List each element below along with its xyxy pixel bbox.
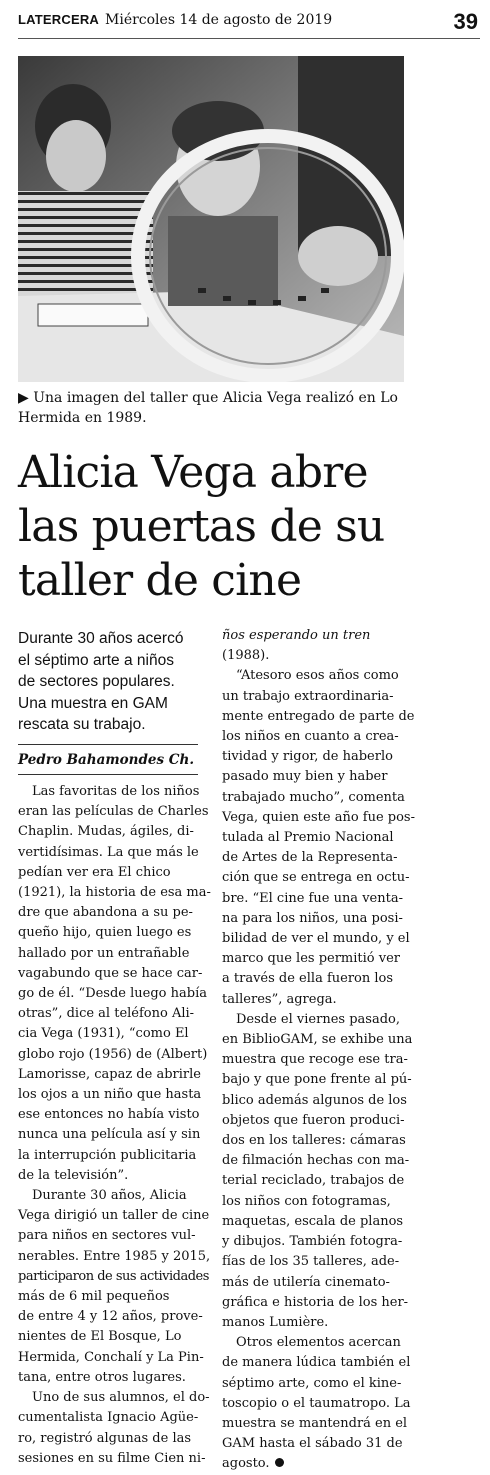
body-line: participaron de sus actividades: [18, 1268, 209, 1284]
body-line: más de utilería cinemato-: [222, 1274, 390, 1290]
article-photo: [18, 56, 404, 382]
body-line: queño hijo, quien luego es: [18, 925, 192, 941]
body-line: muestra que recoge ese tra-: [222, 1052, 408, 1068]
body-line: globo rojo (1956) de (Albert): [18, 1046, 208, 1062]
body-line: cia Vega (1931), “como El: [18, 1026, 189, 1042]
body-line: a través de ella fueron los: [222, 971, 394, 987]
photo-caption: [18, 388, 478, 428]
body-line: muestra se mantendrá en el: [222, 1415, 408, 1431]
body-line: trabajado mucho”, comenta: [222, 789, 405, 805]
deck-line: el séptimo arte a niños: [18, 651, 174, 669]
body-line: Lamorisse, capaz de abrirle: [18, 1066, 201, 1082]
body-line: ro, registró algunas de las: [18, 1430, 192, 1446]
issue-date: Miércoles 14 de agosto de 2019: [105, 12, 333, 28]
header-rule: [18, 38, 480, 39]
body-line: Otros elementos acercan: [236, 1335, 401, 1351]
body-line: Hermida, Conchalí y La Pin-: [18, 1349, 204, 1365]
body-line: ese entonces no había visto: [18, 1107, 200, 1123]
body-line: talleres”, agrega.: [222, 991, 337, 1007]
deck-line: Durante 30 años acercó: [18, 630, 184, 647]
body-line: Desde el viernes pasado,: [236, 1011, 400, 1027]
body-line: “Atesoro esos años como: [236, 668, 399, 684]
body-line: (1921), la historia de esa ma-: [18, 885, 211, 901]
caption-line: ▶ Una imagen del taller que Alicia Vega realizó en Lo: [18, 390, 398, 406]
deck-line: de sectores populares.: [18, 673, 175, 690]
body-line: eran las películas de Charles: [18, 804, 209, 820]
body-line: y dibujos. También fotogra-: [222, 1234, 403, 1250]
body-line: na para los niños, una posi-: [222, 910, 403, 926]
body-line: ción que se entrega en octu-: [222, 870, 410, 886]
body-line: ños esperando un tren: [222, 628, 371, 643]
body-line: cumentalista Ignacio Agüe-: [18, 1410, 199, 1426]
body-line: nientes de El Bosque, Lo: [18, 1329, 182, 1345]
byline-rule-top: [18, 744, 198, 745]
body-line: la interrupción publicitaria: [18, 1147, 197, 1163]
body-line: gráfica e historia de los her-: [222, 1294, 409, 1310]
body-line: de filmación hechas con ma-: [222, 1153, 410, 1169]
body-line: nunca una película así y sin: [18, 1127, 201, 1143]
headline-line: Alicia Vega abre: [18, 447, 368, 498]
body-line: bre. “El cine fue una venta-: [222, 890, 403, 906]
body-line: vertidísimas. La que más le: [18, 844, 199, 860]
body-line: un trabajo extraordinaria-: [222, 688, 394, 704]
body-line: más de 6 mil pequeños: [18, 1289, 170, 1305]
body-line: (1988).: [222, 648, 270, 664]
body-line: de Artes de la Representa-: [222, 850, 398, 866]
body-line: los niños con fotogramas,: [222, 1193, 391, 1209]
body-line: dos en los talleres: cámaras: [222, 1133, 406, 1149]
body-line: tividad y rigor, de haberlo: [222, 749, 393, 765]
body-line: toscopio o el taumatropo. La: [222, 1395, 411, 1411]
body-line: Durante 30 años, Alicia: [32, 1188, 187, 1204]
article-deck: [18, 628, 218, 736]
body-line: pedían ver era El chico: [18, 864, 171, 880]
body-line: de manera lúdica también el: [222, 1355, 411, 1371]
body-line: GAM hasta el sábado 31 de: [222, 1436, 403, 1452]
page-header: [18, 9, 478, 34]
body-line: Chaplin. Mudas, ágiles, di-: [18, 824, 194, 840]
body-line: bajo y que pone frente al pú-: [222, 1072, 412, 1088]
body-line: marco que les permitió ver: [222, 951, 401, 967]
body-line: terial reciclado, trabajos de: [222, 1173, 405, 1189]
newspaper-brand: LATERCERA: [18, 12, 99, 27]
body-line: maquetas, escala de planos: [222, 1213, 404, 1229]
deck-line: Una muestra en GAM: [18, 694, 168, 712]
body-line-last: [222, 1454, 420, 1474]
body-line: go de él. “Desde luego había: [18, 986, 207, 1002]
page-number: 39: [453, 9, 478, 34]
photo-image-icon: [18, 56, 404, 382]
body-line: dre que abandona a su pe-: [18, 905, 193, 921]
body-line: los ojos a un niño que hasta: [18, 1087, 202, 1103]
article-column-1: [18, 782, 216, 1469]
body-line: tana, entre otros lugares.: [18, 1369, 186, 1385]
body-line: vagabundo que se hace car-: [18, 965, 203, 981]
body-line: los niños en cuanto a crea-: [222, 729, 399, 745]
author-byline: Pedro Bahamondes Ch.: [18, 752, 195, 768]
body-text: agosto.: [222, 1456, 270, 1472]
body-line: blico además algunos de los: [222, 1092, 407, 1108]
body-line: hallado por un entrañable: [18, 945, 190, 961]
article-column-2: [222, 626, 420, 1475]
body-line: objetos que fueron produci-: [222, 1112, 405, 1128]
body-line: pasado muy bien y haber: [222, 769, 388, 785]
body-line: fías de los 35 talleres, ade-: [222, 1254, 400, 1270]
body-line: bilidad de ver el mundo, y el: [222, 931, 410, 947]
headline-line: las puertas de su: [18, 501, 385, 552]
body-line: séptimo arte, como el kine-: [222, 1375, 402, 1391]
body-line: Vega, quien este año fue pos-: [222, 809, 415, 825]
body-line: manos Lumière.: [222, 1314, 329, 1330]
body-line: mente entregado de parte de: [222, 708, 415, 724]
body-line: otras”, dice al teléfono Ali-: [18, 1006, 195, 1022]
end-mark-icon: [275, 1458, 284, 1467]
body-line: en BiblioGAM, se exhibe una: [222, 1032, 413, 1048]
body-line: para niños en sectores vul-: [18, 1228, 196, 1244]
body-line: de entre 4 y 12 años, prove-: [18, 1309, 203, 1325]
caption-line: Hermida en 1989.: [18, 410, 147, 426]
headline-line: taller de cine: [18, 555, 302, 606]
body-line: Uno de sus alumnos, el do-: [32, 1390, 210, 1406]
body-line: de la televisión”.: [18, 1167, 129, 1183]
deck-line: rescata su trabajo.: [18, 716, 146, 733]
body-line: Las favoritas de los niños: [32, 784, 200, 799]
body-line: nerables. Entre 1985 y 2015,: [18, 1248, 211, 1264]
byline-rule-bottom: [18, 774, 198, 775]
body-line: sesiones en su filme Cien ni-: [18, 1450, 206, 1466]
body-line: Vega dirigió un taller de cine: [18, 1208, 210, 1224]
body-line: tulada al Premio Nacional: [222, 830, 394, 846]
article-headline: [18, 446, 478, 608]
